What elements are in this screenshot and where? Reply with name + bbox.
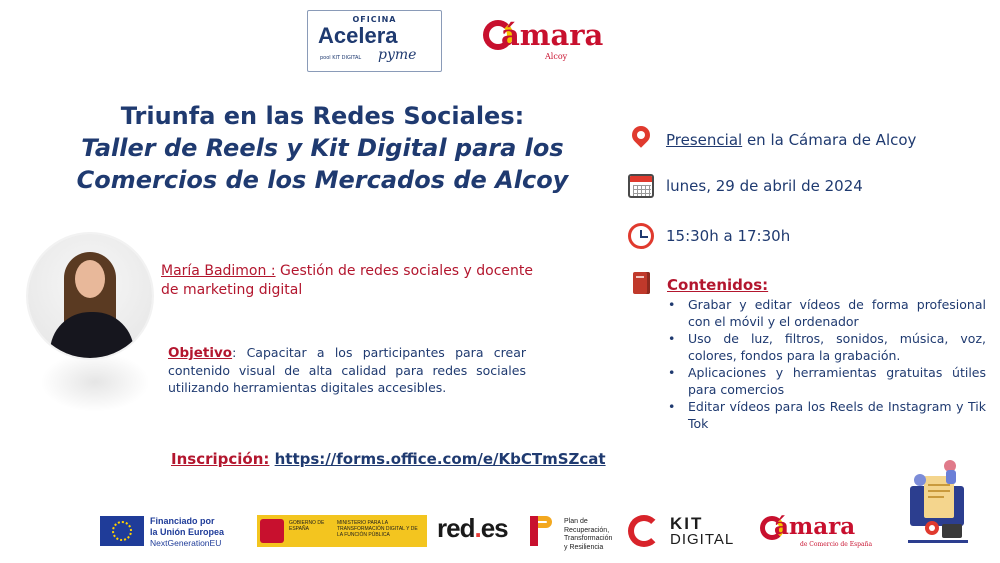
inscripcion-label: Inscripción:	[171, 450, 270, 468]
acelera-pyme-word: pyme	[378, 47, 417, 63]
contenidos-title: Contenidos:	[667, 276, 769, 294]
time-text: 15:30h a 17:30h	[666, 227, 791, 245]
gob-text-2: MINISTERIO PARA LA TRANSFORMACIÓN DIGITAL Y DE LA FUNCIÓN PÚBLICA	[337, 520, 418, 538]
kit-ring-icon	[628, 515, 660, 547]
speaker-avatar	[28, 234, 152, 358]
objetivo-block	[168, 344, 526, 396]
speaker-info	[161, 262, 541, 300]
prtr-line-3: Transformación	[564, 535, 613, 542]
objetivo-label: Objetivo	[168, 345, 233, 361]
camara-sub: Alcoy	[545, 52, 568, 61]
speaker-role: Gestión de redes sociales y docente de marketing digital	[161, 263, 534, 298]
location-text	[666, 131, 916, 149]
prtr-line-1: Plan de	[564, 518, 588, 525]
avatar-shadow	[40, 352, 150, 412]
acelera-kit-text: pool KIT DIGITAL	[320, 55, 362, 61]
eu-line-2: la Unión Europea	[150, 527, 225, 537]
title-line-3: Comercios de los Mercados de Alcoy	[76, 166, 569, 194]
date-row	[627, 170, 863, 202]
acelera-oficina-text: OFICINA	[352, 15, 397, 24]
gob-text-1: GOBIERNO DE ESPAÑA	[289, 520, 325, 532]
camara-bottom-word: ámara	[774, 513, 856, 540]
page-title	[40, 100, 605, 196]
redes-dot: .	[474, 513, 481, 543]
acelera-pyme-logo	[307, 10, 442, 72]
inscripcion-block	[171, 450, 606, 468]
date-text: lunes, 29 de abril de 2024	[666, 177, 863, 195]
kit-digital-logo	[628, 514, 748, 548]
contenidos-list	[668, 296, 986, 432]
list-item: • Aplicaciones y herramientas gratuitas útiles para comercios	[668, 364, 986, 398]
acelera-word: Acelera	[318, 23, 398, 48]
location-pin-icon	[627, 126, 655, 154]
clock-icon	[627, 222, 655, 250]
prtr-mark-icon	[524, 516, 554, 546]
book-icon	[627, 270, 655, 298]
digital-word: DIGITAL	[670, 531, 735, 548]
list-item: • Uso de luz, filtros, sonidos, música, voz, colores, fondos para la grabación.	[668, 330, 986, 364]
redes-word: red	[437, 513, 475, 543]
eu-funding-text	[150, 516, 224, 549]
eu-line-3: NextGenerationEU	[150, 538, 222, 548]
title-line-1: Triunfa en las Redes Sociales:	[120, 102, 525, 130]
list-item: • Editar vídeos para los Reels de Instagram y Tik Tok	[668, 398, 986, 432]
kit-word: KIT	[670, 514, 704, 533]
redes-logo	[437, 513, 508, 544]
calendar-icon	[627, 172, 655, 200]
eu-line-1: Financiado por	[150, 516, 215, 526]
title-line-2: Taller de Reels y Kit Digital para los	[81, 134, 564, 162]
location-row	[627, 124, 916, 156]
eu-flag-icon	[100, 516, 144, 546]
prtr-line-2: Recuperación,	[564, 526, 610, 534]
prtr-line-4: y Resiliencia	[564, 543, 604, 551]
camara-alcoy-logo	[483, 18, 623, 66]
escudo-icon	[260, 519, 284, 543]
prtr-logo	[524, 514, 624, 551]
gobierno-logo	[257, 515, 427, 547]
camara-word: ámara	[501, 18, 604, 52]
objetivo-text: : Capacitar a los participantes para crear contenido visual de alta calidad para redes sociales utilizando herramientas digitales accesibles.	[168, 345, 526, 395]
list-item: • Grabar y editar vídeos de forma profesional con el móvil y el ordenador	[668, 296, 986, 330]
camara-espana-logo	[760, 513, 875, 549]
time-row	[627, 220, 790, 252]
location-rest: en la Cámara de Alcoy	[742, 131, 917, 149]
camara-bottom-sub: de Comercio de España	[800, 541, 873, 548]
inscripcion-link[interactable]: https://forms.office.com/e/KbCTmSZcat	[274, 450, 606, 468]
speaker-name: María Badimon :	[161, 263, 276, 279]
location-mode: Presencial	[666, 131, 743, 149]
workspace-illustration-icon	[902, 456, 972, 546]
prtr-text	[564, 518, 612, 552]
redes-es: es	[480, 513, 508, 543]
